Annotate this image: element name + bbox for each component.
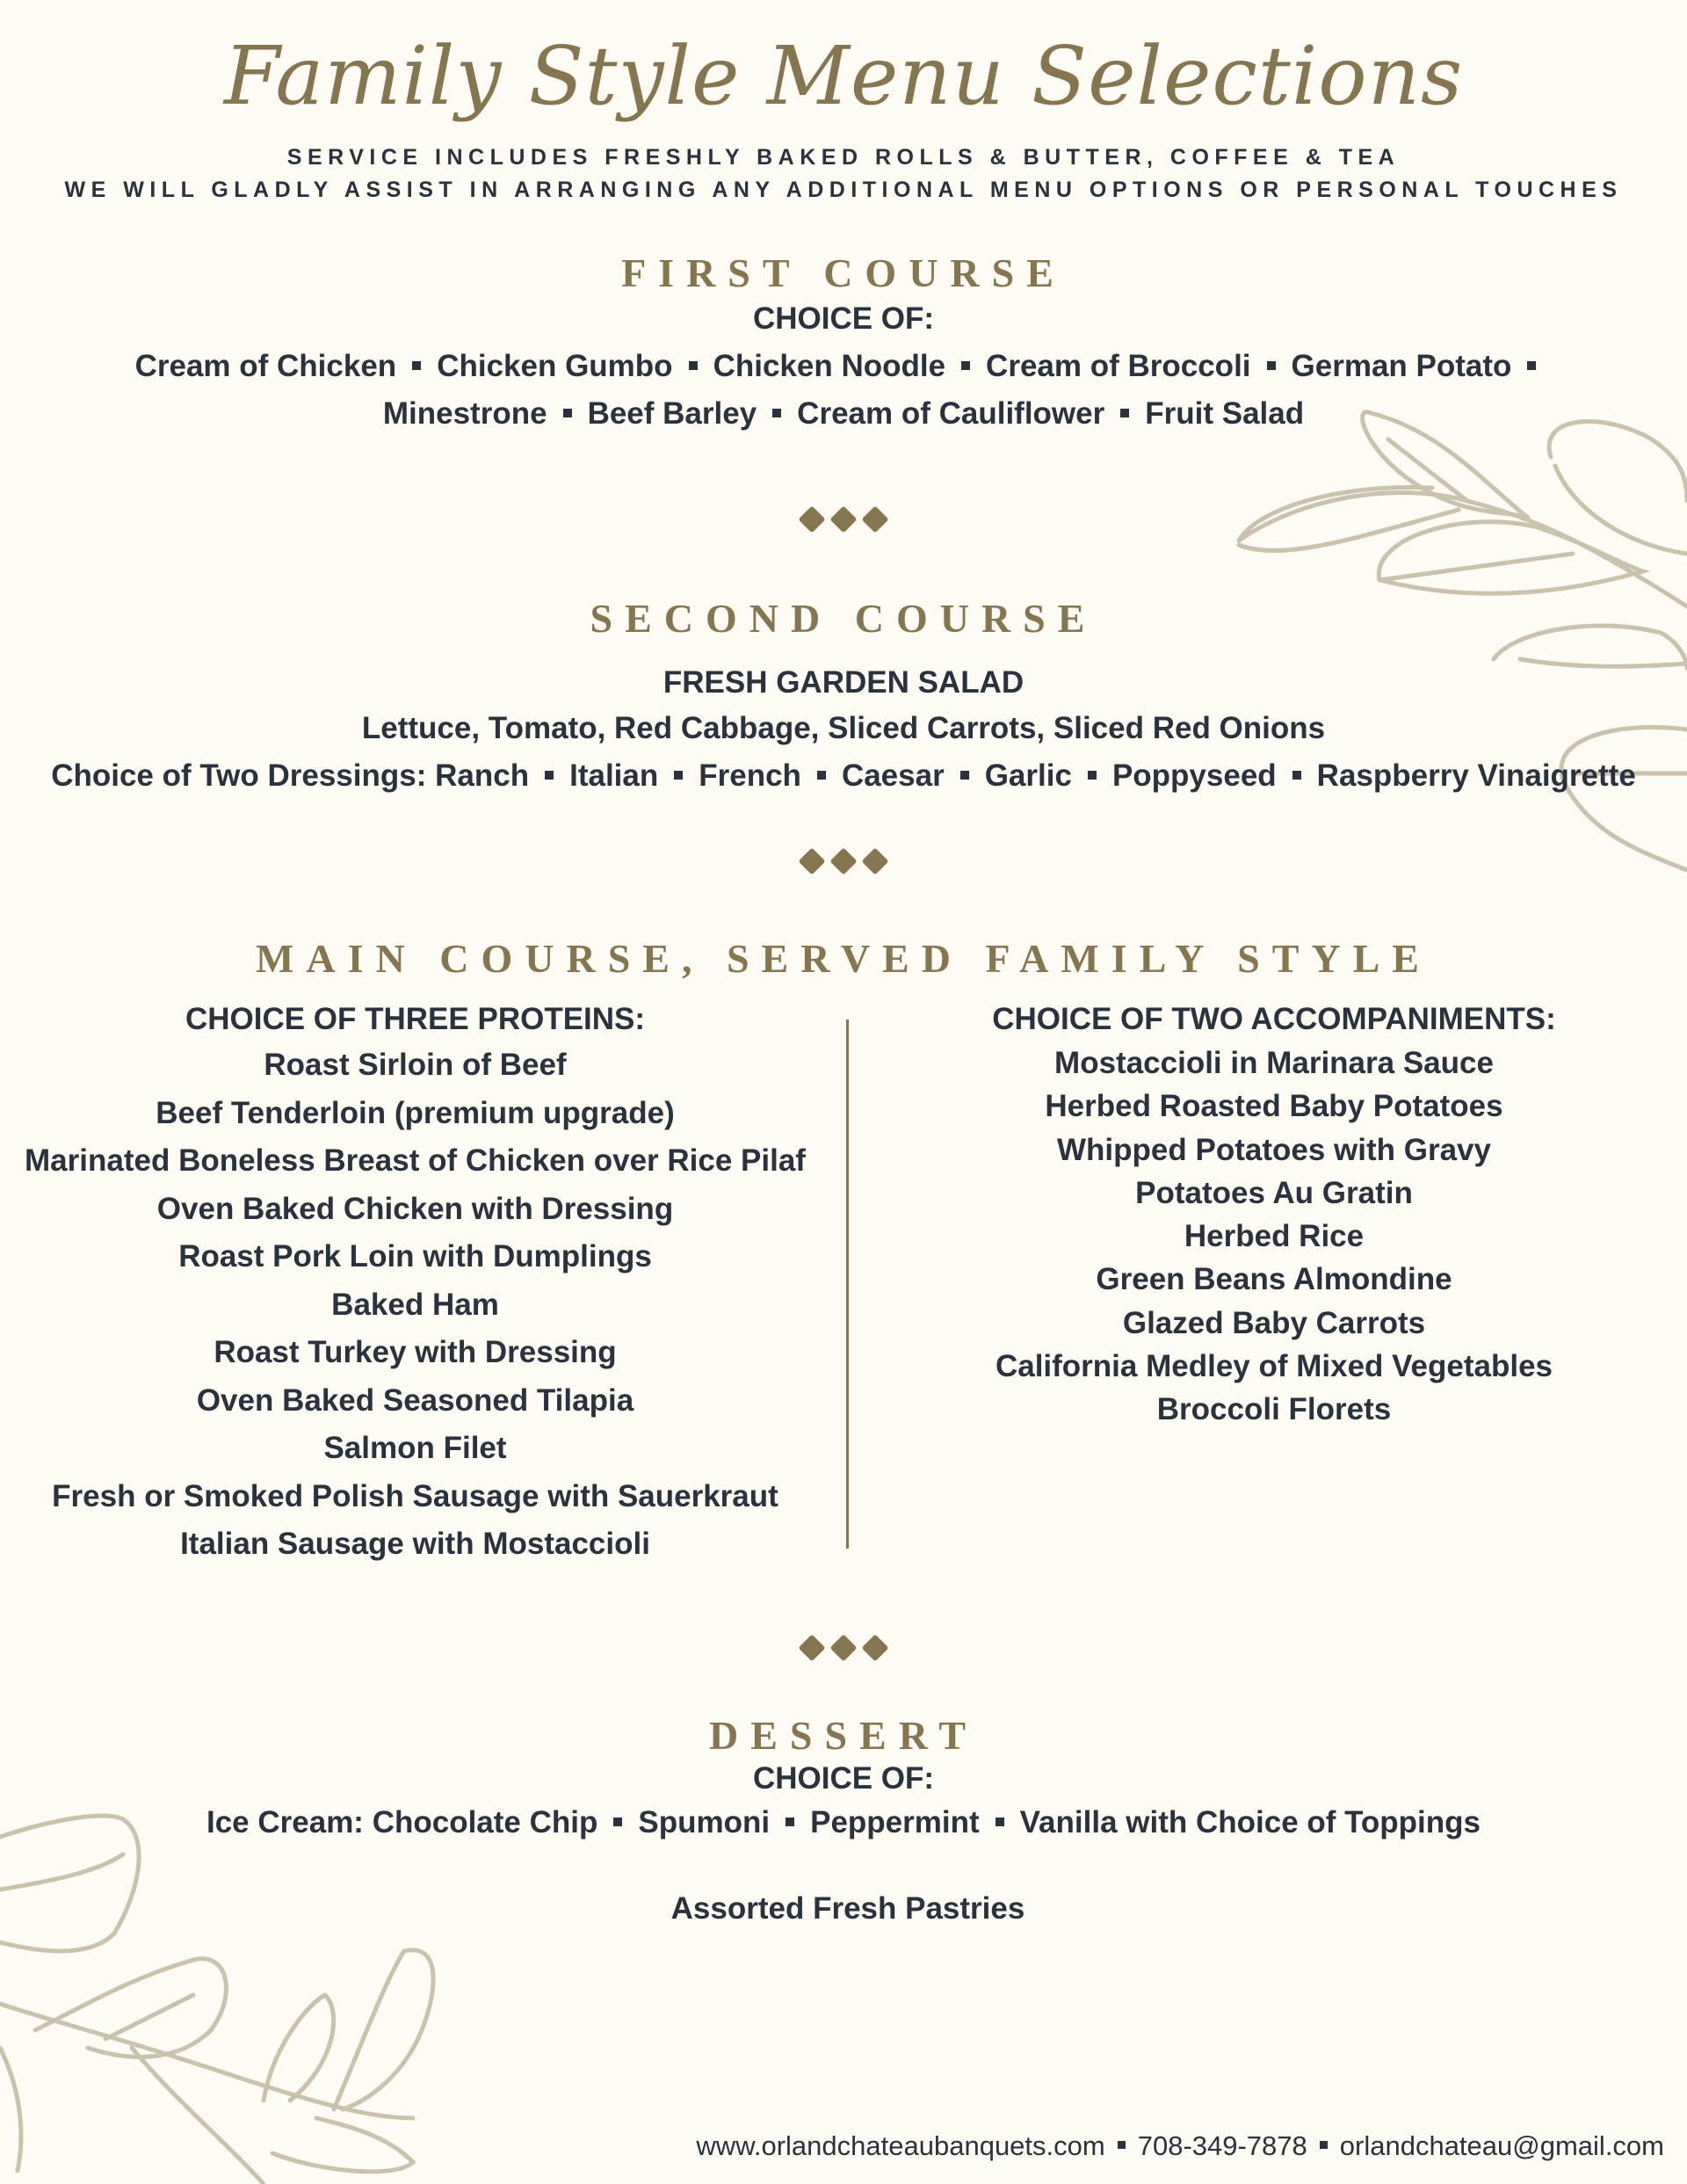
bullet-square-icon (674, 771, 683, 780)
soup-option: German Potato (1291, 349, 1512, 383)
soup-option: Chicken Noodle (713, 349, 946, 383)
dressing-option: Caesar (841, 758, 945, 793)
diamond-icon (829, 505, 857, 533)
assistance-note: WE WILL GLADLY ASSIST IN ARRANGING ANY ADDITIONAL MENU OPTIONS OR PERSONAL TOUCHES (64, 178, 1623, 202)
second-course-heading: SECOND COURSE (590, 596, 1097, 641)
diamond-icon (798, 847, 825, 874)
protein-option: Roast Pork Loin with Dumplings (178, 1239, 652, 1273)
protein-option: Roast Sirloin of Beef (264, 1048, 567, 1082)
column-divider (846, 1019, 849, 1549)
accompaniment-option: Herbed Rice (1184, 1219, 1365, 1254)
bullet-square-icon (996, 1818, 1004, 1826)
accompaniment-option: Broccoli Florets (1156, 1392, 1392, 1427)
contact-footer (696, 2130, 1664, 2162)
dessert-option: Vanilla with Choice of Toppings (1019, 1805, 1481, 1839)
first-course-options-line-1 (0, 348, 1687, 385)
bullet-square-icon (1527, 361, 1536, 370)
bullet-square-icon (1267, 361, 1276, 370)
dessert-label: CHOICE OF: (752, 1761, 935, 1796)
soup-option: Fruit Salad (1145, 396, 1305, 431)
dressings-prefix: Choice of Two Dressings: (51, 758, 427, 793)
dressing-option: French (699, 758, 801, 793)
soup-option: Cream of Chicken (134, 349, 397, 383)
dressing-option: Ranch (435, 758, 530, 793)
protein-option: Marinated Boneless Breast of Chicken over Rice Pilaf (25, 1143, 806, 1178)
bullet-square-icon (960, 771, 969, 780)
protein-option: Baked Ham (331, 1287, 499, 1322)
proteins-label: CHOICE OF THREE PROTEINS: (185, 1002, 646, 1036)
accompaniment-option: Mostaccioli in Marinara Sauce (1054, 1046, 1494, 1080)
website-link[interactable]: www.orlandchateaubanquets.com (696, 2130, 1105, 2161)
soup-option: Beef Barley (587, 396, 757, 431)
diamond-icon (798, 505, 825, 533)
bullet-square-icon (563, 409, 572, 417)
accompaniment-option: Herbed Roasted Baby Potatoes (1045, 1089, 1503, 1124)
dessert-heading: DESSERT (708, 1713, 979, 1758)
bullet-square-icon (786, 1818, 794, 1826)
dressing-option: Italian (569, 758, 659, 793)
first-course-label: CHOICE OF: (752, 301, 935, 336)
bullet-square-icon (1118, 2141, 1126, 2149)
soup-option: Cream of Broccoli (986, 349, 1251, 383)
dressing-option: Raspberry Vinaigrette (1316, 758, 1636, 793)
leaf-illustration-bottom-left (0, 1784, 668, 2184)
dressing-option: Garlic (984, 758, 1072, 793)
accompaniments-label: CHOICE OF TWO ACCOMPANIMENTS: (992, 1002, 1556, 1036)
soup-option: Cream of Cauliflower (797, 396, 1105, 431)
diamond-divider-1 (0, 510, 1687, 529)
soup-option: Chicken Gumbo (437, 349, 673, 383)
diamond-icon (829, 847, 857, 874)
proteins-column (18, 998, 813, 1569)
bullet-square-icon (961, 361, 970, 370)
pastries-note: Assorted Fresh Pastries (670, 1891, 1025, 1926)
first-course-heading: FIRST COURSE (621, 250, 1066, 295)
protein-option: Fresh or Smoked Polish Sausage with Sauerkraut (52, 1478, 778, 1513)
bullet-square-icon (1320, 2141, 1328, 2149)
soup-option: Minestrone (382, 396, 547, 431)
salad-ingredients: Lettuce, Tomato, Red Cabbage, Sliced Carrots, Sliced Red Onions (361, 711, 1326, 745)
diamond-divider-2 (0, 852, 1687, 871)
bullet-square-icon (613, 1818, 622, 1826)
bullet-square-icon (1292, 771, 1301, 780)
accompaniments-column (940, 998, 1608, 1432)
diamond-icon (861, 1634, 888, 1661)
accompaniment-option: Potatoes Au Gratin (1135, 1175, 1413, 1210)
accompaniment-option: Green Beans Almondine (1096, 1262, 1452, 1297)
protein-option: Oven Baked Chicken with Dressing (156, 1191, 674, 1226)
first-course-options-line-2 (0, 395, 1687, 432)
protein-option: Beef Tenderloin (premium upgrade) (156, 1095, 675, 1130)
accompaniment-option: Whipped Potatoes with Gravy (1057, 1132, 1491, 1167)
phone-number[interactable]: 708-349-7878 (1137, 2130, 1307, 2161)
bullet-square-icon (1120, 409, 1129, 417)
bullet-square-icon (772, 409, 781, 417)
diamond-divider-3 (0, 1638, 1687, 1658)
accompaniment-option: Glazed Baby Carrots (1122, 1305, 1426, 1340)
protein-option: Salmon Filet (323, 1431, 507, 1465)
diamond-icon (829, 1634, 857, 1661)
bullet-square-icon (1088, 771, 1097, 780)
bullet-square-icon (689, 361, 698, 370)
main-course-heading: MAIN COURSE, SERVED FAMILY STYLE (256, 936, 1431, 981)
dressing-option: Poppyseed (1111, 758, 1277, 793)
dessert-options (0, 1804, 1687, 1841)
dessert-option: Spumoni (638, 1805, 771, 1839)
dessert-option: Peppermint (810, 1805, 980, 1839)
bullet-square-icon (412, 361, 421, 370)
protein-option: Roast Turkey with Dressing (214, 1335, 617, 1369)
page-title: Family Style Menu Selections (223, 29, 1464, 123)
email-link[interactable]: orlandchateau@gmail.com (1339, 2130, 1664, 2161)
salad-title: FRESH GARDEN SALAD (662, 665, 1025, 700)
dressing-options (0, 758, 1687, 795)
bullet-square-icon (817, 771, 826, 780)
service-note: SERVICE INCLUDES FRESHLY BAKED ROLLS & BUTTER, COFFEE & TEA (286, 145, 1401, 170)
dessert-option: Ice Cream: Chocolate Chip (206, 1805, 598, 1839)
diamond-icon (861, 847, 888, 874)
bullet-square-icon (545, 771, 554, 780)
diamond-icon (861, 505, 888, 533)
diamond-icon (798, 1634, 825, 1661)
protein-option: Oven Baked Seasoned Tilapia (196, 1382, 634, 1418)
accompaniment-option: California Medley of Mixed Vegetables (995, 1349, 1553, 1384)
protein-option: Italian Sausage with Mostaccioli (180, 1527, 650, 1561)
